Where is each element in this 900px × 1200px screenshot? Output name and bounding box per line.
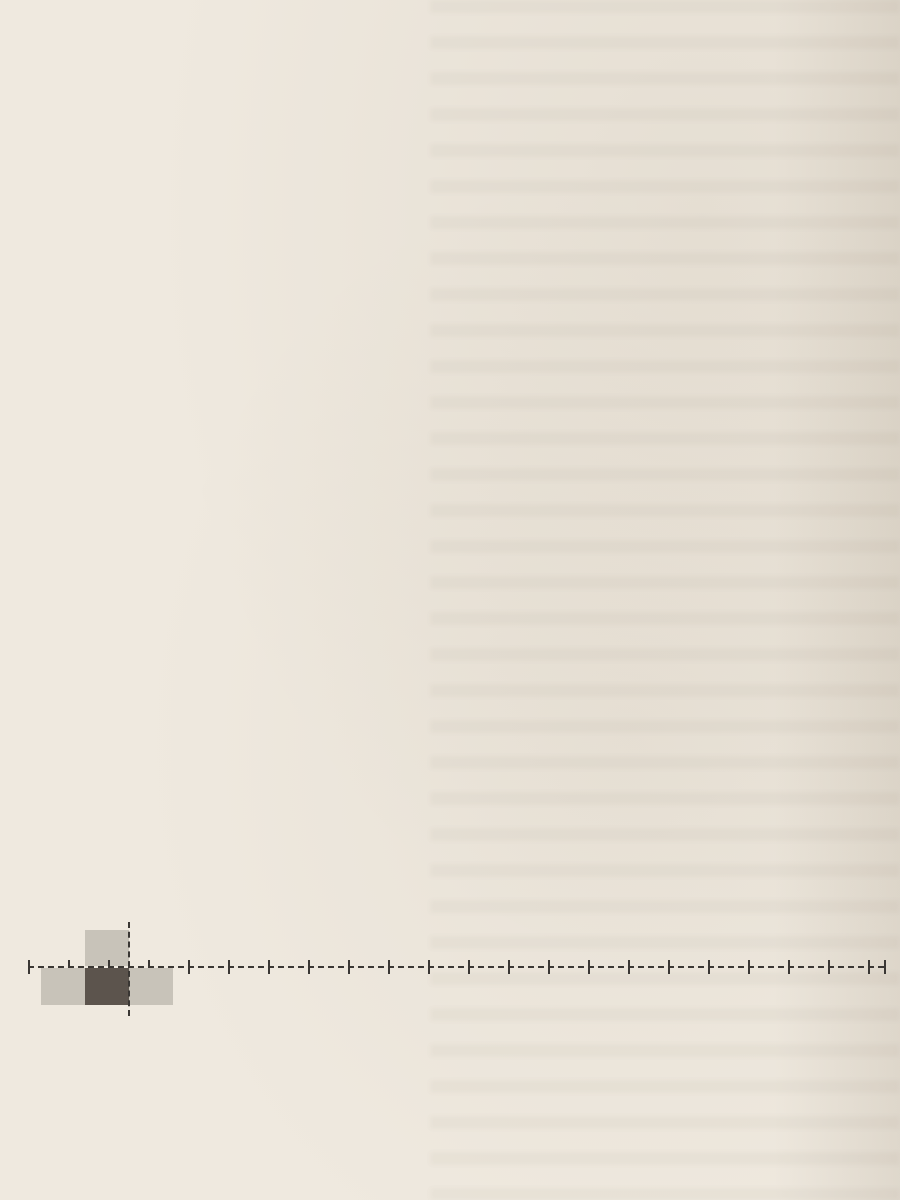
dashed-vertical-line — [128, 922, 130, 1016]
rule-end-cap — [884, 960, 886, 974]
decor-square-dark — [85, 968, 129, 1005]
section-divider — [0, 922, 900, 1022]
decor-square-light-right — [129, 968, 173, 1005]
decor-square-light-left — [41, 968, 85, 1005]
